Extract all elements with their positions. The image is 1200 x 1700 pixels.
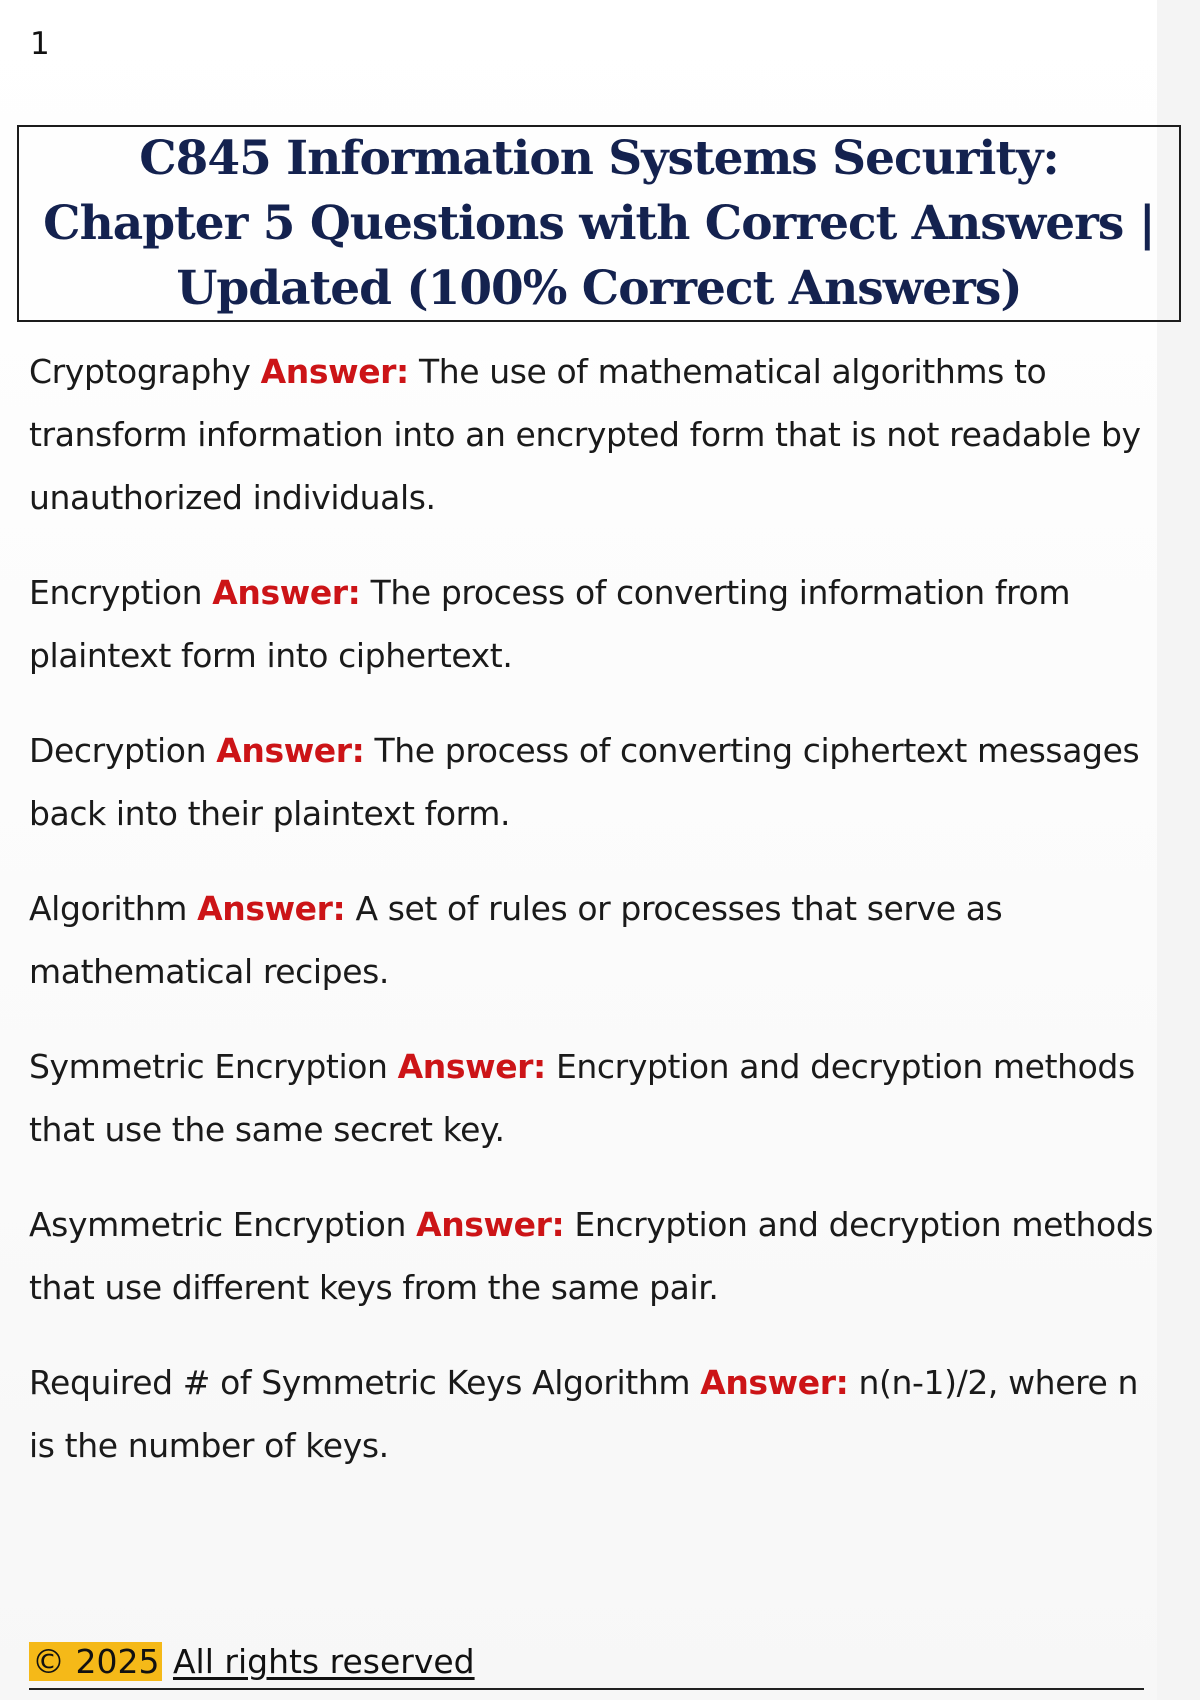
qa-term: Encryption [29, 573, 203, 612]
qa-entry-symmetric-encryption [29, 1035, 1164, 1161]
answer-label: Answer: [260, 352, 409, 391]
qa-definition: A set of rules or processes that serve as mathematical recipes. [29, 889, 1003, 991]
answer-label: Answer: [397, 1047, 546, 1086]
qa-entry-algorithm [29, 877, 1164, 1003]
qa-entry-encryption [29, 561, 1164, 687]
answer-label: Answer: [416, 1205, 565, 1244]
qa-definition: n(n-1)/2, where n is the number of keys. [29, 1363, 1139, 1465]
page-footer [29, 1640, 1144, 1690]
qa-definition: The use of mathematical algorithms to transform information into an encrypted form that is not readable by unauthorized individuals. [29, 352, 1141, 517]
qa-definition: The process of converting information from plaintext form into ciphertext. [29, 573, 1071, 675]
answer-label: Answer: [212, 573, 361, 612]
answer-label: Answer: [197, 889, 346, 928]
qa-definition: The process of converting ciphertext messages back into their plaintext form. [29, 731, 1140, 833]
qa-entry-decryption [29, 719, 1164, 845]
qa-term: Required # of Symmetric Keys Algorithm [29, 1363, 691, 1402]
title-box [17, 125, 1181, 322]
page-number: 1 [30, 26, 50, 62]
qa-term: Decryption [29, 731, 207, 770]
qa-list [29, 340, 1164, 1509]
qa-term: Cryptography [29, 352, 251, 391]
qa-term: Asymmetric Encryption [29, 1205, 406, 1244]
qa-definition: Encryption and decryption methods that use the same secret key. [29, 1047, 1135, 1149]
qa-entry-required-symmetric-keys [29, 1351, 1164, 1477]
qa-term: Symmetric Encryption [29, 1047, 388, 1086]
copyright-notice: © 2025 [29, 1642, 162, 1681]
answer-label: Answer: [216, 731, 365, 770]
qa-definition: Encryption and decryption methods that use different keys from the same pair. [29, 1205, 1154, 1307]
qa-term: Algorithm [29, 889, 188, 928]
rights-reserved-text: All rights reserved [172, 1642, 475, 1681]
answer-label: Answer: [700, 1363, 849, 1402]
document-title: C845 Information Systems Security: Chapter 5 Questions with Correct Answers | Updated (100% Correct Answers) [43, 131, 1155, 316]
qa-entry-cryptography [29, 340, 1164, 529]
qa-entry-asymmetric-encryption [29, 1193, 1164, 1319]
